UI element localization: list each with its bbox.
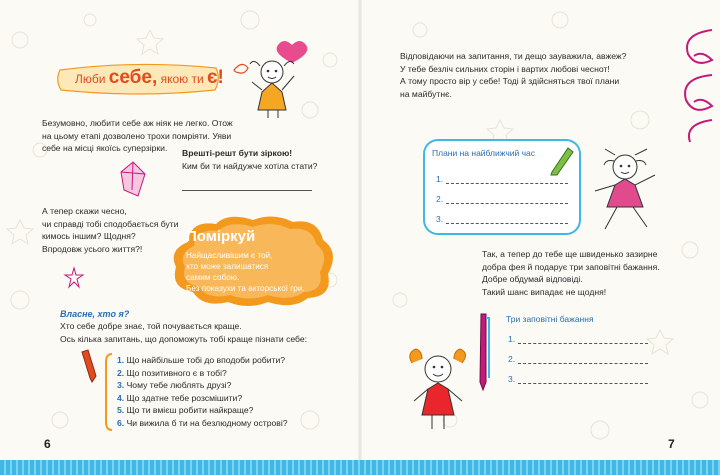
wishes-line-1[interactable] (518, 343, 648, 344)
plans-num-2: 2. (436, 194, 444, 204)
wishes-num-1: 1. (508, 334, 516, 344)
plans-num-1: 1. (436, 174, 444, 184)
star-question-text: Ким би ти найдужче хотіла стати? (182, 160, 318, 171)
star-question (182, 147, 317, 172)
list-item: 4. Що здатне тебе розсмішити? (117, 392, 243, 403)
bottom-border-band (0, 460, 720, 475)
page-number-right: 7 (668, 437, 675, 451)
pencil-doodle-icon (78, 348, 100, 384)
left-page (0, 0, 360, 460)
list-item: 2. Що позитивного є в тобі? (117, 367, 227, 378)
wishes-title: Три заповітні бажання (506, 314, 594, 324)
green-pencil-icon (548, 144, 576, 176)
who-text: Хто себе добре знає, той почувається краще. Ось кілька запитань, що допоможуть тобі краще пізнати себе: (60, 321, 308, 344)
plans-num-3: 3. (436, 214, 444, 224)
plans-line-2[interactable] (446, 203, 568, 204)
wishes-line-2[interactable] (518, 363, 648, 364)
list-item: 6. Чи вижила б ти на безлюдному острові? (117, 417, 288, 428)
top-text: Відповідаючи на запитання, ти дещо зауважила, авжеж? У тебе безліч сильних сторін і вартих любові чеснот! А тому просто вір у себе! Тоді й здійсняться твої плани на майбутнє. (400, 51, 627, 99)
ask-text: А тепер скажи чесно, чи справді тобі сподобається бути кимось іншим? Щодня? Впродовж усього життя?! (42, 206, 179, 254)
girl-doodle-icon (232, 40, 317, 120)
ponder-text: Найщасливішим є той, хто може залишатися самим собою. Без показухи та акторської гри. (186, 251, 305, 293)
list-item: 1. Що найбільше тобі до вподоби робити? (117, 355, 286, 365)
wishes-num-3: 3. (508, 374, 516, 384)
swirl-doodle-icon (672, 20, 718, 150)
ponder-title: Поміркуй (186, 228, 256, 245)
fairy-text: Так, а тепер до тебе ще швиденько зазирне добра фея й подарує три заповітні бажання. Добре обдумай відповіді. Такий шанс випадає не щодня! (482, 249, 660, 297)
wishes-num-2: 2. (508, 354, 516, 364)
plans-title: Плани на найближчий час (432, 148, 536, 158)
red-dress-girl-icon (400, 345, 480, 435)
plans-line-3[interactable] (446, 223, 568, 224)
list-item: 3. Чому тебе люблять друзі? (117, 380, 232, 391)
wishes-line-3[interactable] (518, 383, 648, 384)
questions-list (117, 354, 288, 430)
intro-text: Безумовно, любити себе аж ніяк не легко. Отож на цьому етапі дозволено трохи помріяти. Уяви себе на місці якоїсь суперзірки. (42, 118, 233, 153)
flower-doodle-icon (62, 266, 86, 290)
star-question-heading: Врешті-решт бути зіркою! (182, 148, 293, 158)
who-heading: Власне, хто я? (60, 309, 130, 319)
list-item: 5. Що ти вмієш робити найкраще? (117, 405, 254, 416)
page-number-left: 6 (44, 437, 51, 451)
list-bracket-icon (104, 352, 114, 432)
star-answer-line[interactable] (182, 190, 312, 191)
crystal-doodle-icon (118, 160, 148, 200)
dancing-girl-icon (585, 145, 670, 240)
page-title: Люби себе, якою ти є! (75, 67, 224, 88)
plans-line-1[interactable] (446, 183, 568, 184)
